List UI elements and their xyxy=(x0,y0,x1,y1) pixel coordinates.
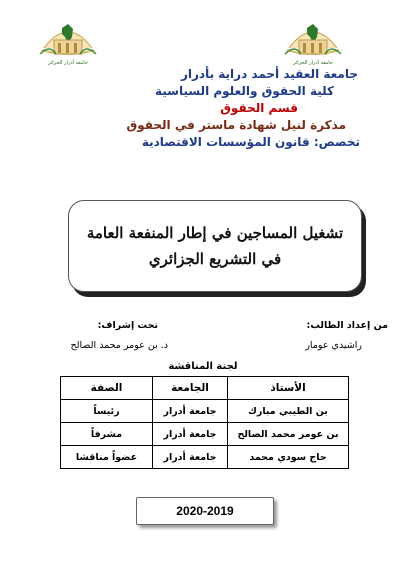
university-name: جامعة العقيد أحمد دراية بأدرار xyxy=(180,67,358,81)
student-name: راشيدي عومار xyxy=(305,340,362,351)
thesis-title-line1: تشغيل المساجين في إطار المنفعة العامة xyxy=(86,224,344,242)
thesis-title-line2: في التشريع الجزائري xyxy=(148,250,282,268)
column-header-university: الجامعة xyxy=(153,377,228,400)
logo-caption: جامعة أدرار الجزائر xyxy=(48,60,88,66)
academic-year-box xyxy=(136,497,274,525)
professor-university: جامعة أدرار xyxy=(153,423,228,446)
committee-table xyxy=(60,376,349,469)
table-row xyxy=(61,400,349,423)
professor-role: رئيساً xyxy=(61,400,153,423)
committee-title: لجنة المناقشة xyxy=(168,361,238,372)
professor-name: بن الطيبي مبارك xyxy=(228,400,349,423)
university-header xyxy=(24,66,364,151)
student-label: من إعداد الطالب: xyxy=(306,320,388,331)
specialty-line: تخصص: قانون المؤسسات الاقتصادية xyxy=(141,135,360,149)
table-row xyxy=(61,446,349,469)
thesis-title-box xyxy=(68,200,362,292)
department-name: قسم الحقوق xyxy=(220,101,298,115)
professor-name: حاج سودي محمد xyxy=(228,446,349,469)
supervisor-label: تحت إشراف: xyxy=(97,320,158,331)
supervisor-name: د. بن عومر محمد الصالح xyxy=(70,340,168,351)
academic-year: 2020-2019 xyxy=(176,504,234,518)
professor-role: عضواً مناقشا xyxy=(61,446,153,469)
table-row xyxy=(61,423,349,446)
university-logo-left xyxy=(36,18,100,70)
professor-name: بن عومر محمد الصالح xyxy=(228,423,349,446)
table-header-row xyxy=(61,377,349,400)
faculty-name: كلية الحقوق والعلوم السياسية xyxy=(154,84,334,98)
professor-university: جامعة أدرار xyxy=(153,446,228,469)
professor-role: مشرفاً xyxy=(61,423,153,446)
column-header-professor: الأستاذ xyxy=(228,377,349,400)
professor-university: جامعة أدرار xyxy=(153,400,228,423)
degree-line: مذكرة لنيل شهادة ماستر في الحقوق xyxy=(126,118,346,132)
column-header-role: الصفة xyxy=(61,377,153,400)
logo-caption: جامعة أدرار الجزائر xyxy=(293,60,333,66)
university-logo-right xyxy=(281,18,345,70)
